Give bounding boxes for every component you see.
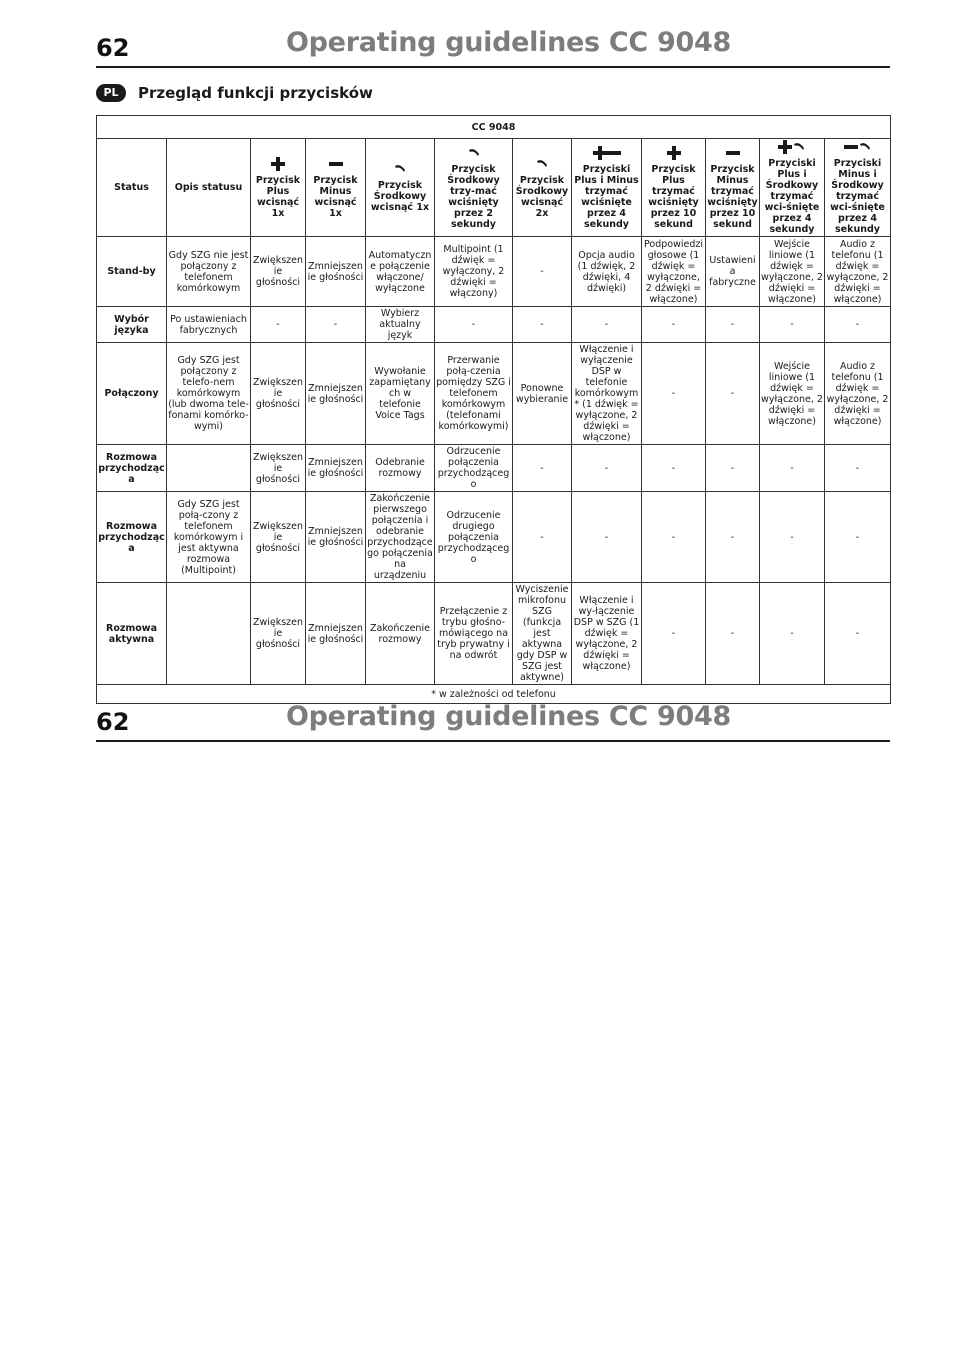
page-number: 62 [96,34,130,62]
table-cell: - [642,307,706,343]
row-status: Rozmowa przychodząca [97,445,167,492]
page-header [96,0,890,68]
table-cell: - [825,445,891,492]
column-header-label: Przycisk Środkowy trzy-mać wciśnięty przez 2 sekundy [447,163,500,230]
table-cell: - [706,307,760,343]
table-cell: Automatyczne połączenie włączone/ wyłączone [366,237,435,307]
table-caption-row [97,116,891,139]
phone-icon [436,146,511,160]
table-cell: Zwiększenie głośności [251,583,306,685]
table-cell: Zmniejszenie głośności [306,583,366,685]
table-cell: - [642,583,706,685]
minus-phone-icon [826,140,889,154]
row-status: Rozmowa przychodząca [97,492,167,583]
column-header-label: Przycisk Minus trzymać wciśnięty przez 10 sekund [707,163,758,230]
table-cell: Odebranie rozmowy [366,445,435,492]
plus-icon [252,157,304,171]
table-cell: Zwiększenie głośności [251,445,306,492]
table-cell: - [706,583,760,685]
table-row [97,492,891,583]
table-cell: - [513,445,572,492]
table-cell: - [251,307,306,343]
table-cell: - [760,445,825,492]
table-cell: Zmniejszenie głośności [306,492,366,583]
table-cell: - [513,307,572,343]
table-cell: - [642,492,706,583]
table-cell: Audio z telefonu (1 dźwięk = wyłączone, 2 dźwięki = włączone) [825,343,891,445]
table-cell: - [642,445,706,492]
column-header [167,139,251,237]
table-cell: Podpowiedzi głosowe (1 dźwięk = wyłączone, 2 dźwięki = włączone) [642,237,706,307]
column-header-label: Przycisk Plus wcisnąć 1x [255,174,301,219]
table-cell: Opcja audio (1 dźwięk, 2 dźwięki, 4 dźwięki) [572,237,642,307]
table-cell: Zakończenie pierwszego połączenia i odebranie przychodzącego połączenia na urządzeniu [367,493,433,581]
table-cell: Zwiększenie głośności [251,492,306,583]
row-status: Stand-by [97,237,167,307]
table-cell: - [435,307,513,343]
table-cell: - [706,492,760,583]
table-cell: Przerwanie połą-czenia pomiędzy SZG i telefonem komórkowym (telefonami komórkowymi) [435,343,513,445]
table-cell: Odrzucenie połączenia przychodzącego [435,445,513,492]
plus-phone-icon [761,140,823,154]
plus-icon [643,146,704,160]
table-cell: Gdy SZG nie jest połączony z telefonem komórkowym [167,237,251,307]
column-header [97,139,167,237]
column-header [642,139,706,237]
table-cell [167,583,251,685]
table-cell: - [825,583,891,685]
column-header [306,139,366,237]
table-cell: - [760,583,825,685]
table-cell: - [706,445,760,492]
table-row [97,583,891,685]
column-header-label: Przyciski Plus i Minus trzymać wciśnięte przez 4 sekundy [574,163,639,230]
table-cell: Przełączenie z trybu głośno-mówiącego na tryb prywatny i na odwrót [435,583,513,685]
table-cell: Wybierz aktualny język [366,307,435,343]
section-title: Przegląd funkcji przycisków [138,84,373,102]
table-cell: - [642,343,706,445]
table-cell: Ponowne wybieranie [513,343,572,445]
table-row [97,445,891,492]
page-title: Operating guidelines CC 9048 [286,701,731,732]
table-cell: Wyciszenie mikrofonu SZG (funkcja jest aktywna gdy DSP w SZG jest aktywne) [513,583,572,685]
table-cell: - [825,492,891,583]
footnote: * w zależności od telefonu [97,685,891,704]
table-cell [167,445,251,492]
table-cell: - [825,307,891,343]
table-row [97,237,891,307]
table-cell: Wejście liniowe (1 dźwięk = wyłączone, 2 dźwięki = włączone) [760,343,825,445]
language-badge: PL [96,84,126,102]
table-cell: Gdy SZG jest połą-czony z telefonem komórkowym i jest aktywna rozmowa (Multipoint) [167,492,251,583]
column-header-label: Przycisk Środkowy wcisnąć 2x [515,174,569,219]
table-cell: Odrzucenie drugiego połączenia przychodzącego [435,492,513,583]
table-header-row [97,139,891,237]
table-cell: Zakończenie rozmowy [366,583,435,685]
column-header [706,139,760,237]
table-cell: Włączenie i wyłączenie DSP w telefonie komórkowym* (1 dźwięk = wyłączone, 2 dźwięki = włączone) [572,343,642,445]
column-header [825,139,891,237]
column-header [513,139,572,237]
phone-icon [367,162,433,176]
phone-icon [514,157,570,171]
column-header-label: Przycisk Plus trzymać wciśnięty przez 10 sekund [648,163,699,230]
table-cell: Wywołanie zapamiętanych w telefonie Voice Tags [366,343,435,445]
column-header-label: Status [114,182,149,193]
table-cell: - [706,343,760,445]
table-cell: Zmniejszenie głośności [306,343,366,445]
table-cell: Multipoint (1 dźwięk = wyłączony, 2 dźwięki = włączony) [435,237,513,307]
table-cell: Gdy SZG jest połączony z telefo-nem komórkowym (lub dwoma tele-fonami komórko-wymi) [167,343,251,445]
column-header [251,139,306,237]
table-caption: CC 9048 [97,116,891,139]
minus-icon [707,146,758,160]
column-header [435,139,513,237]
plus-minus-icon [573,146,640,160]
table-cell: Zmniejszenie głośności [306,237,366,307]
table-cell: - [572,492,642,583]
table-cell: Wejście liniowe (1 dźwięk = wyłączone, 2 dźwięki = włączone) [761,238,823,305]
page-title: Operating guidelines CC 9048 [286,27,731,58]
table-cell: - [513,237,572,307]
table-cell: Audio z telefonu (1 dźwięk = wyłączone, 2 dźwięki = włączone) [825,237,891,307]
column-header-label: Przycisk Minus wcisnąć 1x [313,174,358,219]
column-header-label: Przyciski Minus i Środkowy trzymać wci-śnięte przez 4 sekundy [830,158,885,235]
table-cell: - [572,445,642,492]
table-cell: Ustawienia fabryczne [706,237,760,307]
table-cell: Włączenie i wy-łączenie DSP w SZG (1 dźwięk = wyłączone, 2 dźwięki = włączone) [572,583,642,685]
table-cell: - [513,492,572,583]
section-heading [96,82,373,104]
function-table [96,115,891,704]
page-header-repeat [96,674,890,742]
column-header [572,139,642,237]
table-cell: - [306,307,366,343]
column-header [760,139,825,237]
table-body [97,237,891,685]
column-header [366,139,435,237]
column-header-label: Przyciski Plus i Środkowy trzymać wci-śnięte przez 4 sekundy [764,158,820,235]
table-row [97,343,891,445]
table-cell: - [760,307,825,343]
table-cell: Zwiększenie głośności [251,237,306,307]
column-header-label: Przycisk Środkowy wcisnąć 1x [370,180,430,213]
table-cell: Zmniejszenie głośności [306,445,366,492]
column-header-label: Opis statusu [174,182,243,193]
minus-icon [307,157,364,171]
table-cell: Zwiększenie głośności [251,343,306,445]
row-status: Rozmowa aktywna [97,583,167,685]
table-cell: - [760,492,825,583]
row-status: Połączony [97,343,167,445]
table-row [97,307,891,343]
page-number: 62 [96,708,130,736]
row-status: Wybór języka [97,307,167,343]
table-cell: - [572,307,642,343]
table-cell: Po ustawieniach fabrycznych [167,307,251,343]
